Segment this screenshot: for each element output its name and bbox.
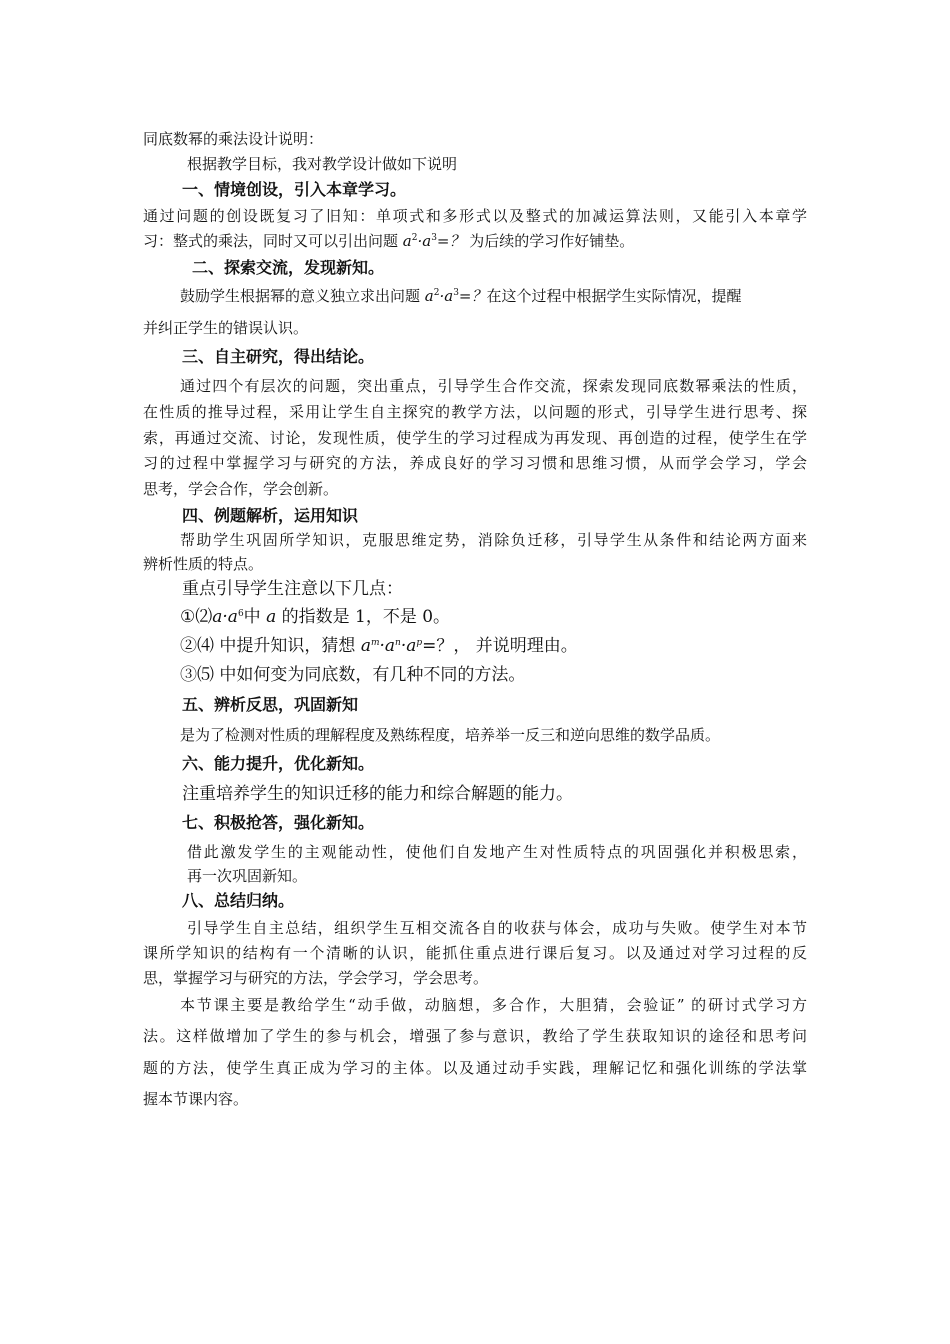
section-1-line-2: [143, 230, 634, 252]
point-marker: ①⑵: [180, 607, 213, 627]
section-3-text: 索，再通过交流、讨论，发现性质，使学生的学习过程成为再发现、再创造的过程，使学生在学: [143, 429, 807, 447]
section-4-text: 帮助学生巩固所学知识，克服思维定势，消除负迁移，引导学生从条件和结论两方面来: [180, 531, 807, 549]
expr-equals: =？: [436, 232, 465, 250]
closing-line-4: 握本节课内容。: [143, 1090, 249, 1108]
section-4-line-2: 辨析性质的特点。: [143, 555, 264, 573]
section-2-text-2: 在这个过程中根据学生实际情况，提醒: [486, 287, 742, 305]
section-3-line-4: [143, 452, 807, 474]
expr-exponent: 6: [237, 609, 244, 619]
focus-point-1: [180, 605, 450, 629]
section-1-heading: 一、情境创设，引入本章学习。: [182, 180, 407, 199]
point-text: ②⑷ 中提升知识，猜想: [180, 636, 361, 656]
section-3-text: 习的过程中掌握学习与研究的方法，养成良好的学习习惯和思维习惯，从而学会学习，学会: [143, 454, 807, 472]
focus-point-2: [180, 634, 578, 658]
section-3-line-2: [143, 401, 807, 423]
expr-base: ·a: [439, 287, 454, 305]
expr-variable: a: [266, 607, 277, 627]
section-2-heading: 二、探索交流，发现新知。: [192, 258, 385, 277]
section-1-text-1: 通过问题的创设既复习了旧知：单项式和多形式以及整式的加减运算法则，又能引入本章学: [143, 207, 807, 225]
section-3-text: 通过四个有层次的问题，突出重点，引导学生合作交流，探索发现同底数幂乘法的性质，: [180, 377, 807, 395]
point-text: 的指数是 1，不是 0。: [276, 607, 451, 627]
expr-exponent: m: [370, 638, 380, 648]
section-3-line-5: 思考，学会合作，学会创新。: [143, 480, 339, 498]
point-text: 中: [243, 607, 267, 627]
section-3-heading: 三、自主研究，得出结论。: [182, 347, 375, 366]
expr-exponent: 3: [431, 233, 437, 243]
expr-exponent: 2: [411, 233, 418, 243]
section-1-line-1: [143, 205, 807, 227]
section-2-text-1: 鼓励学生根据幂的意义独立求出问题: [180, 287, 425, 305]
section-7-line-1: [187, 841, 807, 863]
closing-text: 本节课主要是教给学生“动手做，动脑想，多合作，大胆猜，会验证” 的研讨式学习方: [180, 996, 807, 1014]
expr-exponent: 2: [433, 288, 440, 298]
section-8-text: 引导学生自主总结，组织学生互相交流各自的收获与体会，成功与失败。使学生对本节: [187, 919, 807, 937]
expr-exponent: p: [416, 638, 423, 648]
section-1-text-3: 为后续的学习作好铺垫。: [464, 232, 635, 250]
section-2-line-2: 并纠正学生的错误认识。: [143, 319, 309, 337]
expr-exponent: n: [395, 638, 401, 648]
section-7-text: 借此激发学生的主观能动性，使他们自发地产生对性质特点的巩固强化并积极思索，: [187, 843, 807, 861]
closing-text: 题的方法，使学生真正成为学习的主体。以及通过动手实践，理解记忆和强化训练的学法掌: [143, 1059, 807, 1077]
closing-text: 法。这样做增加了学生的参与机会，增强了参与意识，教给了学生获取知识的途径和思考问: [143, 1027, 807, 1045]
section-4-line-1: [180, 529, 807, 551]
expr-base: a: [424, 287, 434, 305]
section-3-line-1: [180, 375, 807, 397]
section-4-heading: 四、例题解析，运用知识: [182, 506, 359, 525]
expr-base: ·a: [379, 636, 396, 656]
section-8-line-2: [143, 942, 807, 964]
point-text: =？， 并说明理由。: [422, 636, 578, 656]
section-3-text: 在性质的推导过程，采用让学生自主探究的教学方法，以问题的形式，引导学生进行思考、探: [143, 403, 807, 421]
section-8-heading: 八、总结归纳。: [182, 891, 295, 910]
section-7-heading: 七、积极抢答，强化新知。: [182, 813, 375, 832]
section-2-line-1: [180, 285, 742, 307]
closing-line-3: [143, 1057, 807, 1079]
closing-line-1: [180, 994, 807, 1016]
expr-base: ·a: [222, 607, 238, 627]
section-7-line-2: 再一次巩固新知。: [187, 867, 308, 885]
expr-equals: =？: [458, 287, 487, 305]
section-8-line-3: 思，掌握学习与研究的方法，学会学习，学会思考。: [143, 969, 489, 987]
expr-base: a: [212, 607, 223, 627]
focus-point-3: ③⑸ 中如何变为同底数，有几种不同的方法。: [180, 665, 526, 685]
closing-line-2: [143, 1025, 807, 1047]
section-6-heading: 六、能力提升，优化新知。: [182, 754, 375, 773]
doc-title: 同底数幂的乘法设计说明：: [143, 130, 324, 148]
section-8-line-1: [187, 917, 807, 939]
expr-base: a: [360, 636, 371, 656]
focus-intro: 重点引导学生注意以下几点：: [182, 579, 403, 599]
section-3-line-3: [143, 427, 807, 449]
expr-exponent: 3: [453, 288, 459, 298]
section-5-heading: 五、辨析反思，巩固新知: [182, 695, 359, 714]
expr-base: ·a: [417, 232, 432, 250]
intro-line: 根据教学目标，我对教学设计做如下说明: [187, 155, 458, 173]
section-1-text-2: 习：整式的乘法，同时又可以引出问题: [143, 232, 403, 250]
expr-base: a: [402, 232, 412, 250]
section-8-text: 课所学知识的结构有一个清晰的认识，能抓住重点进行课后复习。以及通过对学习过程的反: [143, 944, 807, 962]
section-5-line-1: 是为了检测对性质的理解程度及熟练程度，培养举一反三和逆向思维的数学品质。: [180, 726, 721, 744]
expr-base: ·a: [400, 636, 417, 656]
section-6-line-1: 注重培养学生的知识迁移的能力和综合解题的能力。: [182, 784, 573, 804]
